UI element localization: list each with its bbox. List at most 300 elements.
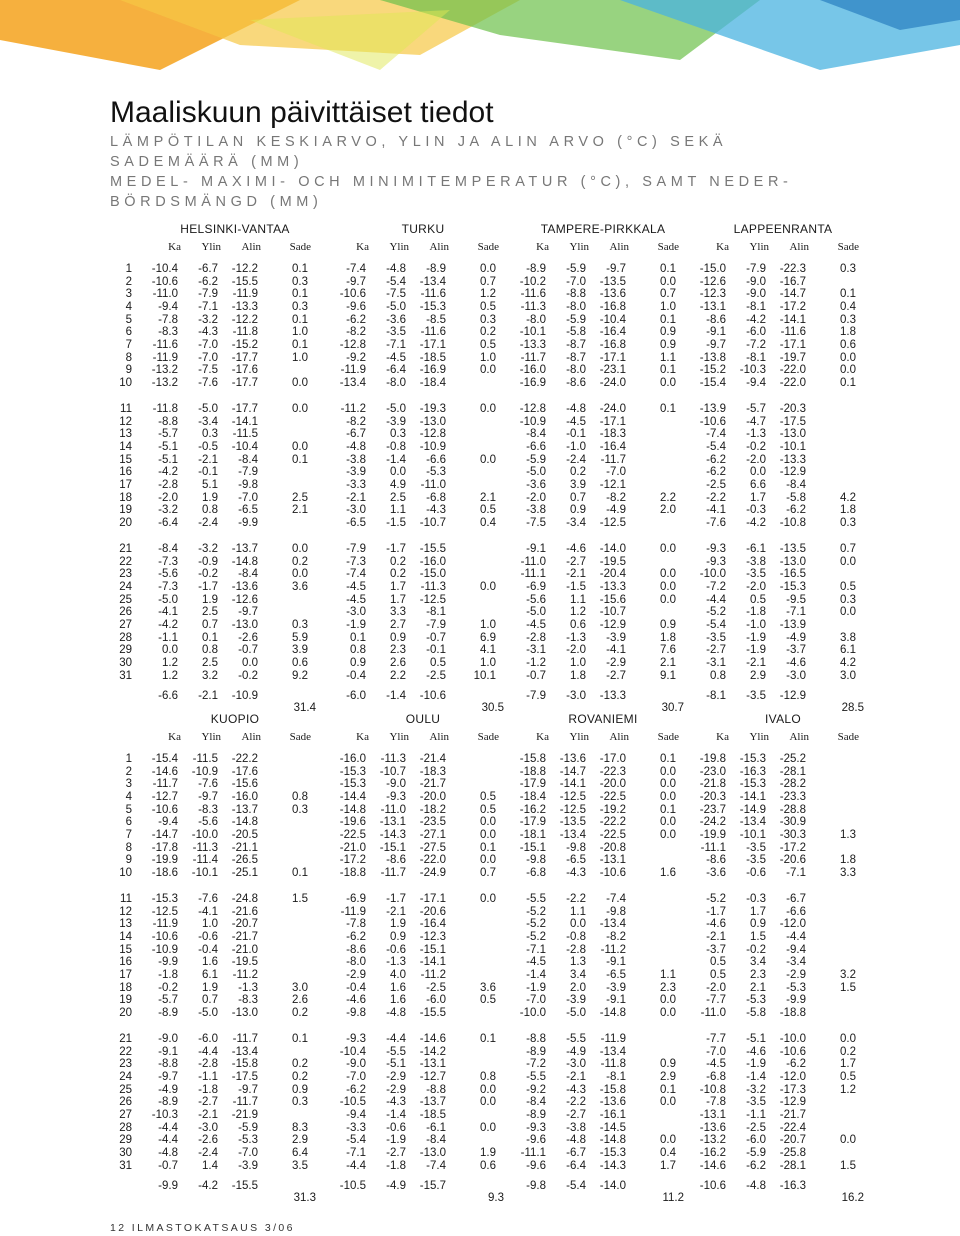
table-cell: -2.7 — [706, 644, 726, 657]
table-cell: 0.3 — [480, 313, 496, 326]
table-cell: -15.2 — [699, 364, 726, 377]
table-cell: -13.4 — [559, 828, 586, 841]
table-cell: -5.8 — [566, 326, 586, 339]
table-cell: 0.8 — [292, 790, 308, 803]
table-cell: 10.1 — [473, 669, 496, 682]
table-cell: -14.7 — [559, 765, 586, 778]
table-cell: -12.0 — [779, 1070, 806, 1083]
table-cell: -15.3 — [599, 1146, 626, 1159]
table-cell: -7.0 — [706, 1045, 726, 1058]
table-cell: -1.2 — [526, 656, 546, 669]
table-cell: -3.5 — [746, 841, 766, 854]
table-cell: -18.4 — [419, 376, 446, 389]
table-cell: 0.1 — [480, 841, 496, 854]
table-cell: -8.8 — [158, 415, 178, 428]
table-cell: -9.0 — [346, 1058, 366, 1071]
table-cell: 0.1 — [292, 453, 308, 466]
table-cell: -17.9 — [519, 816, 546, 829]
table-cell: -0.4 — [198, 943, 218, 956]
table-cell: -10.7 — [379, 765, 406, 778]
table-cell: 1.2 — [840, 1083, 856, 1096]
table-cell: -11.6 — [780, 326, 806, 339]
table-cell: -9.3 — [386, 790, 406, 803]
monthly-precip-total: 11.2 — [662, 1191, 684, 1204]
table-cell: -3.0 — [566, 1058, 586, 1071]
table-cell: -4.1 — [606, 644, 626, 657]
table-cell: -13.2 — [151, 364, 178, 377]
table-cell: 0.2 — [570, 466, 586, 479]
table-cell: -24.0 — [599, 403, 626, 415]
table-cell: 0.9 — [350, 656, 366, 669]
subtitle-line: BÖRDSMÄNGD (MM) — [110, 194, 323, 210]
table-cell: 0.5 — [480, 338, 496, 351]
table-cell: -0.8 — [386, 440, 406, 453]
table-cell: -1.9 — [746, 1058, 766, 1071]
table-cell: -3.3 — [346, 1121, 366, 1134]
table-cell: 0.3 — [390, 428, 406, 441]
table-cell: 0.0 — [480, 453, 496, 466]
table-cell: -11.2 — [600, 943, 626, 956]
table-cell: 0.2 — [390, 555, 406, 568]
table-cell: -11.2 — [340, 403, 366, 415]
table-cell: -15.1 — [419, 943, 446, 956]
table-cell: 1.0 — [292, 326, 308, 339]
table-cell: -15.4 — [151, 753, 178, 765]
table-cell: -8.1 — [606, 1070, 626, 1083]
table-cell: -12.9 — [599, 618, 626, 631]
table-cell: -9.3 — [346, 1033, 366, 1045]
day-number: 21 — [119, 1033, 132, 1045]
table-cell: -2.9 — [346, 968, 366, 981]
table-cell: -16.2 — [699, 1146, 726, 1159]
table-cell: -22.5 — [599, 828, 626, 841]
table-cell: -7.8 — [346, 918, 366, 931]
table-cell: -10.0 — [519, 1006, 546, 1019]
table-cell: 0.0 — [840, 555, 856, 568]
table-cell: -21.7 — [419, 778, 446, 791]
table-cell: 2.5 — [202, 656, 218, 669]
table-cell: -5.7 — [158, 428, 178, 441]
day-number: 19 — [119, 504, 132, 517]
monthly-mean: -10.9 — [231, 689, 258, 702]
table-cell: -21.8 — [699, 778, 726, 791]
table-cell: -9.6 — [526, 1159, 546, 1172]
table-cell: -15.1 — [519, 841, 546, 854]
table-cell: -8.2 — [606, 491, 626, 504]
table-cell: -5.3 — [786, 981, 806, 994]
table-cell: 2.6 — [390, 656, 406, 669]
table-cell: -2.8 — [566, 943, 586, 956]
table-cell: 0.0 — [292, 543, 308, 555]
table-cell: -15.5 — [231, 275, 258, 288]
table-cell: -2.5 — [426, 669, 446, 682]
day-number: 16 — [119, 956, 132, 969]
table-cell: 1.8 — [840, 854, 856, 867]
table-cell: 0.7 — [840, 543, 856, 555]
table-cell: 2.2 — [390, 669, 406, 682]
table-cell: -11.7 — [600, 453, 626, 466]
table-cell: -15.3 — [339, 765, 366, 778]
table-cell: 0.5 — [480, 504, 496, 517]
table-cell: -11.2 — [232, 968, 258, 981]
day-number: 7 — [125, 338, 132, 351]
table-cell: -13.4 — [231, 1045, 258, 1058]
table-cell: -9.3 — [706, 555, 726, 568]
table-cell: 0.1 — [480, 1033, 496, 1045]
table-cell: -6.0 — [746, 1134, 766, 1147]
table-cell: -5.4 — [706, 618, 726, 631]
table-cell: -15.3 — [151, 893, 178, 905]
table-cell: -22.5 — [339, 828, 366, 841]
table-cell: -19.2 — [599, 803, 626, 816]
table-cell: -23.0 — [699, 765, 726, 778]
table-cell: 3.6 — [480, 981, 496, 994]
table-cell: -12.9 — [779, 466, 806, 479]
table-cell: -14.1 — [231, 415, 258, 428]
table-cell: -6.2 — [198, 275, 218, 288]
table-cell: -0.8 — [566, 930, 586, 943]
table-cell: -16.4 — [419, 918, 446, 931]
table-cell: -9.4 — [158, 300, 178, 313]
table-cell: 1.0 — [480, 618, 496, 631]
table-cell: -2.9 — [786, 968, 806, 981]
day-number: 27 — [119, 618, 132, 631]
table-cell: -5.0 — [526, 606, 546, 619]
table-cell: -14.4 — [339, 790, 366, 803]
table-cell: 9.2 — [292, 669, 308, 682]
table-cell: -20.8 — [599, 841, 626, 854]
table-cell: -4.1 — [198, 905, 218, 918]
table-cell: 0.3 — [840, 516, 856, 529]
table-cell: -5.0 — [198, 1006, 218, 1019]
table-cell: 1.9 — [202, 593, 218, 606]
table-cell: -21.4 — [419, 753, 446, 765]
table-cell: -7.1 — [786, 866, 806, 879]
table-cell: 1.2 — [480, 288, 496, 301]
table-cell: 0.0 — [480, 263, 496, 275]
table-cell: -11.8 — [232, 326, 258, 339]
table-cell: -0.7 — [158, 1159, 178, 1172]
monthly-precip-total: 28.5 — [841, 701, 864, 714]
table-cell: 1.1 — [660, 968, 676, 981]
table-cell: -3.3 — [346, 478, 366, 491]
table-cell: -1.1 — [746, 1108, 766, 1121]
table-cell: -11.0 — [520, 555, 546, 568]
table-cell: -13.7 — [231, 543, 258, 555]
table-cell: -11.5 — [232, 428, 258, 441]
table-cell: -22.2 — [599, 816, 626, 829]
table-cell: -2.0 — [566, 644, 586, 657]
table-cell: -4.2 — [158, 466, 178, 479]
table-cell: -5.2 — [526, 905, 546, 918]
day-number: 23 — [119, 568, 132, 581]
table-cell: 1.2 — [570, 606, 586, 619]
table-cell: -11.9 — [232, 288, 258, 301]
table-cell: -15.8 — [519, 753, 546, 765]
table-cell: 1.3 — [570, 956, 586, 969]
table-cell: -10.6 — [151, 275, 178, 288]
monthly-mean: -10.6 — [699, 1179, 726, 1192]
table-cell: -7.6 — [198, 376, 218, 389]
monthly-mean: -16.3 — [779, 1179, 806, 1192]
monthly-mean: -12.9 — [779, 689, 806, 702]
table-cell: -0.2 — [746, 943, 766, 956]
table-cell: -3.9 — [566, 994, 586, 1007]
table-cell: -1.1 — [158, 631, 178, 644]
table-cell: -10.0 — [699, 568, 726, 581]
table-cell: -8.3 — [158, 326, 178, 339]
day-number: 24 — [119, 580, 132, 593]
day-number: 15 — [119, 453, 132, 466]
column-header: Sade — [837, 241, 859, 253]
monthly-precip-total: 31.3 — [293, 1191, 316, 1204]
table-cell: -8.4 — [426, 1134, 446, 1147]
table-cell: -13.8 — [699, 351, 726, 364]
table-cell: -10.6 — [151, 930, 178, 943]
table-cell: 0.6 — [480, 1159, 496, 1172]
table-cell: -13.3 — [519, 338, 546, 351]
table-cell: 1.0 — [480, 656, 496, 669]
table-cell: -6.9 — [526, 580, 546, 593]
table-cell: -14.6 — [419, 1033, 446, 1045]
day-number: 17 — [119, 478, 132, 491]
table-cell: -10.4 — [231, 440, 258, 453]
table-cell: -0.2 — [746, 440, 766, 453]
table-cell: 0.5 — [840, 580, 856, 593]
column-header: Ka — [356, 241, 369, 253]
table-cell: -13.0 — [419, 1146, 446, 1159]
table-cell: -17.8 — [151, 841, 178, 854]
table-cell: -4.8 — [566, 1134, 586, 1147]
table-cell: 0.8 — [202, 504, 218, 517]
table-cell: -3.9 — [238, 1159, 258, 1172]
table-cell: -1.7 — [706, 905, 726, 918]
table-cell: -5.4 — [706, 440, 726, 453]
table-cell: -2.1 — [706, 930, 726, 943]
table-cell: -4.6 — [746, 1045, 766, 1058]
table-cell: -5.7 — [158, 994, 178, 1007]
table-cell: -20.3 — [779, 403, 806, 415]
table-cell: -27.5 — [419, 841, 446, 854]
table-cell: -7.4 — [346, 568, 366, 581]
table-cell: 0.0 — [660, 778, 676, 791]
table-cell: 3.9 — [292, 644, 308, 657]
table-cell: 3.3 — [390, 606, 406, 619]
monthly-mean: -10.5 — [339, 1179, 366, 1192]
table-cell: -23.5 — [419, 816, 446, 829]
table-cell: -12.1 — [599, 478, 626, 491]
table-cell: -2.7 — [606, 669, 626, 682]
table-cell: -15.3 — [739, 778, 766, 791]
table-cell: -11.6 — [520, 288, 546, 301]
table-cell: -18.3 — [419, 765, 446, 778]
table-cell: -3.5 — [386, 326, 406, 339]
table-cell: -19.9 — [699, 828, 726, 841]
table-cell: -15.6 — [231, 778, 258, 791]
table-cell: 0.8 — [710, 669, 726, 682]
table-cell: -13.7 — [419, 1096, 446, 1109]
day-number: 29 — [119, 644, 132, 657]
table-cell: 0.5 — [710, 968, 726, 981]
table-cell: -7.5 — [526, 516, 546, 529]
table-cell: -0.9 — [198, 555, 218, 568]
table-cell: 0.1 — [660, 364, 676, 377]
table-cell: 6.1 — [202, 968, 218, 981]
table-cell: -14.3 — [379, 828, 406, 841]
table-cell: -21.7 — [231, 930, 258, 943]
table-cell: 0.0 — [660, 376, 676, 389]
table-cell: -19.5 — [231, 956, 258, 969]
table-cell: -6.6 — [786, 905, 806, 918]
table-cell: -0.6 — [746, 866, 766, 879]
day-number: 17 — [119, 968, 132, 981]
table-cell: -11.9 — [152, 918, 178, 931]
table-cell: -6.6 — [526, 440, 546, 453]
table-cell: -1.5 — [566, 580, 586, 593]
table-cell: 0.9 — [660, 326, 676, 339]
table-cell: -8.1 — [746, 300, 766, 313]
table-cell: 0.5 — [480, 790, 496, 803]
table-cell: -7.2 — [706, 580, 726, 593]
table-cell: 2.3 — [390, 644, 406, 657]
table-cell: -1.8 — [386, 1159, 406, 1172]
table-cell: -27.1 — [419, 828, 446, 841]
table-cell: -3.5 — [746, 568, 766, 581]
table-cell: 2.1 — [480, 491, 496, 504]
table-cell: 2.1 — [750, 981, 766, 994]
table-cell: -8.3 — [238, 994, 258, 1007]
day-number: 20 — [119, 516, 132, 529]
table-cell: 6.6 — [750, 478, 766, 491]
table-cell: -20.0 — [599, 778, 626, 791]
table-cell: 0.0 — [480, 893, 496, 905]
table-cell: -4.5 — [386, 351, 406, 364]
column-header: Alin — [609, 241, 629, 253]
table-cell: -5.2 — [526, 930, 546, 943]
page-footer: 12 ILMASTOKATSAUS 3/06 — [110, 1222, 295, 1234]
table-cell: -8.8 — [566, 288, 586, 301]
table-cell: -2.4 — [198, 516, 218, 529]
table-cell: -2.0 — [158, 491, 178, 504]
table-cell: -10.1 — [739, 828, 766, 841]
monthly-mean: -2.1 — [198, 689, 218, 702]
table-cell: -6.8 — [706, 1070, 726, 1083]
table-cell: -11.2 — [420, 968, 446, 981]
table-cell: -0.6 — [198, 930, 218, 943]
table-cell: 0.8 — [480, 1070, 496, 1083]
table-cell: -23.1 — [599, 364, 626, 377]
table-cell: 0.0 — [660, 275, 676, 288]
table-cell: -4.9 — [786, 631, 806, 644]
table-cell: -9.7 — [238, 606, 258, 619]
table-cell: -28.1 — [779, 1159, 806, 1172]
table-cell: -9.9 — [786, 994, 806, 1007]
table-cell: -12.5 — [151, 905, 178, 918]
table-cell: -10.8 — [779, 516, 806, 529]
table-cell: -20.3 — [699, 790, 726, 803]
subtitle-line: MEDEL- MAXIMI- OCH MINIMITEMPERATUR (°C), SAMT NEDER- — [110, 174, 793, 190]
table-cell: -5.8 — [786, 491, 806, 504]
table-cell: 1.8 — [840, 504, 856, 517]
table-cell: -13.4 — [419, 275, 446, 288]
table-cell: 2.9 — [750, 669, 766, 682]
table-cell: -3.9 — [606, 631, 626, 644]
table-cell: -4.9 — [158, 1083, 178, 1096]
table-cell: -6.2 — [346, 930, 366, 943]
table-cell: -6.2 — [346, 1083, 366, 1096]
table-cell: -11.5 — [192, 753, 218, 765]
table-cell: -5.9 — [746, 1146, 766, 1159]
table-cell: -16.0 — [231, 790, 258, 803]
table-cell: -9.1 — [606, 994, 626, 1007]
table-cell: -13.0 — [419, 415, 446, 428]
table-cell: -11.9 — [152, 351, 178, 364]
table-cell: -22.3 — [599, 765, 626, 778]
table-cell: -12.8 — [519, 403, 546, 415]
monthly-mean: -15.5 — [231, 1179, 258, 1192]
table-cell: -8.1 — [746, 351, 766, 364]
table-cell: 0.0 — [660, 816, 676, 829]
table-cell: -7.7 — [706, 994, 726, 1007]
table-cell: 2.3 — [660, 981, 676, 994]
table-cell: 0.5 — [750, 593, 766, 606]
table-cell: -12.7 — [151, 790, 178, 803]
table-cell: 3.2 — [202, 669, 218, 682]
table-cell: -13.1 — [699, 1108, 726, 1121]
table-cell: -4.4 — [158, 1121, 178, 1134]
table-cell: -4.2 — [158, 618, 178, 631]
table-cell: -5.2 — [526, 918, 546, 931]
decorative-header-banner — [0, 0, 960, 80]
table-cell: -11.6 — [420, 326, 446, 339]
table-cell: 0.8 — [350, 644, 366, 657]
table-cell: -8.8 — [526, 1033, 546, 1045]
table-cell: -15.3 — [779, 580, 806, 593]
table-cell: -13.2 — [151, 376, 178, 389]
table-cell: -3.9 — [346, 466, 366, 479]
day-number: 22 — [119, 555, 132, 568]
day-number: 14 — [119, 930, 132, 943]
table-cell: 1.9 — [202, 981, 218, 994]
table-cell: 1.8 — [570, 669, 586, 682]
table-cell: -12.3 — [699, 288, 726, 301]
table-cell: -3.2 — [746, 1083, 766, 1096]
table-cell: -4.4 — [158, 1134, 178, 1147]
table-cell: -7.0 — [198, 351, 218, 364]
day-number: 12 — [119, 905, 132, 918]
table-cell: -9.7 — [606, 263, 626, 275]
table-cell: -7.2 — [746, 338, 766, 351]
table-cell: -5.0 — [198, 403, 218, 415]
table-cell: -0.5 — [198, 440, 218, 453]
table-cell: 0.0 — [660, 593, 676, 606]
table-cell: -4.6 — [786, 656, 806, 669]
table-cell: -11.0 — [700, 1006, 726, 1019]
table-cell: 0.2 — [292, 1070, 308, 1083]
monthly-precip-total: 31.4 — [293, 701, 316, 714]
day-number: 29 — [119, 1134, 132, 1147]
table-cell: -13.2 — [699, 1134, 726, 1147]
table-cell: -25.8 — [779, 1146, 806, 1159]
table-cell: -3.8 — [526, 504, 546, 517]
table-cell: -8.0 — [526, 313, 546, 326]
table-cell: -17.2 — [779, 300, 806, 313]
table-cell: -4.4 — [386, 1033, 406, 1045]
table-cell: 3.6 — [292, 580, 308, 593]
day-number: 31 — [119, 1159, 132, 1172]
table-cell: 2.9 — [660, 1070, 676, 1083]
day-number: 20 — [119, 1006, 132, 1019]
